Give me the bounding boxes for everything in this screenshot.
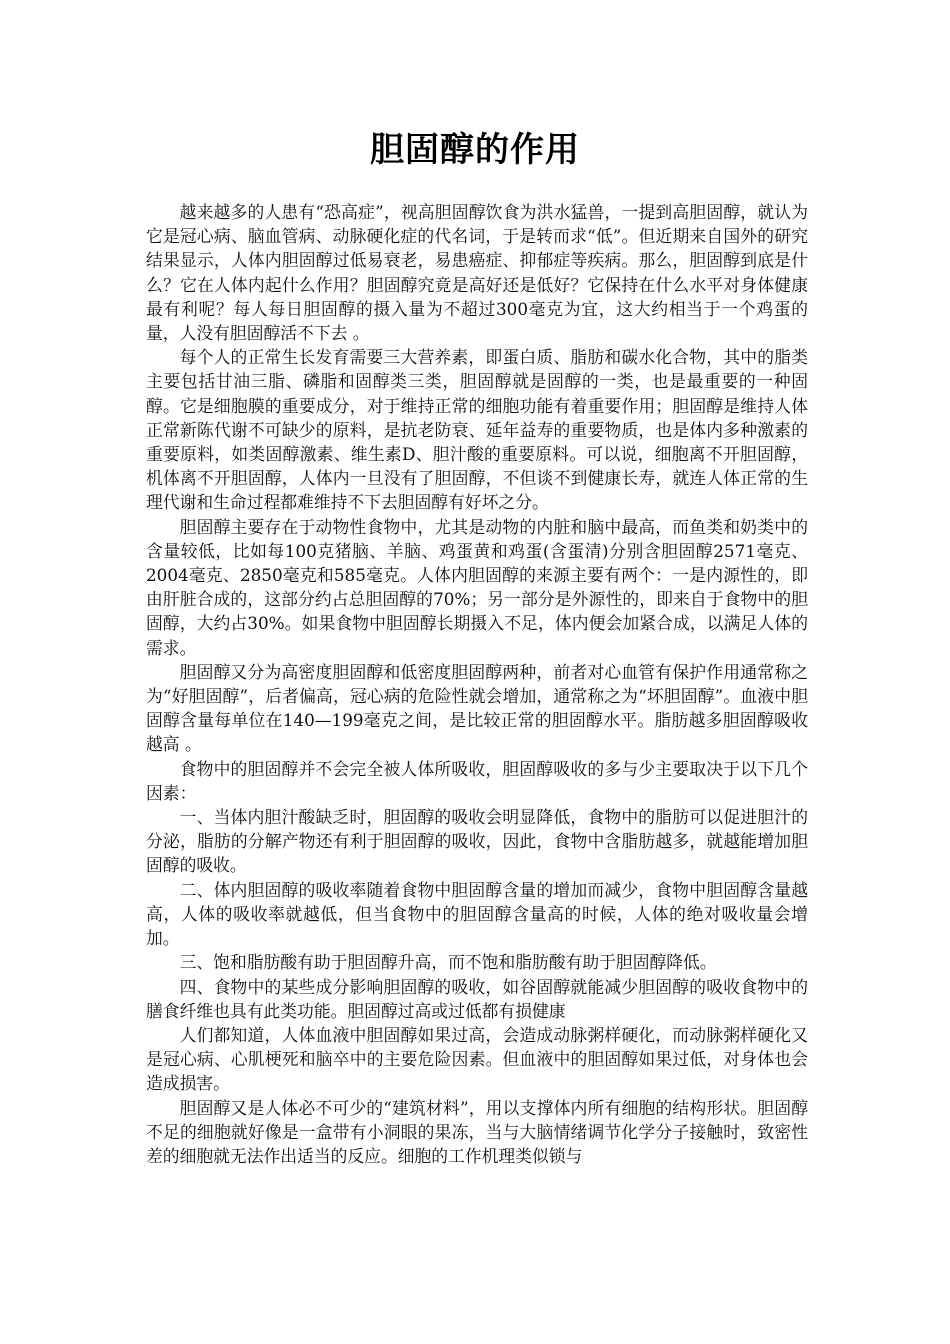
paragraph: 胆固醇又是人体必不可少的“建筑材料”，用以支撑体内所有细胞的结构形状。胆固醇不足的细胞就好像是一盒带有小洞眼的果冻，当与大脑情绪调节化学分子接触时，致密性差的细胞就无法作出适当的反应。细胞的工作机理类似锁与 xyxy=(146,1097,808,1166)
paragraph: 胆固醇又分为高密度胆固醇和低密度胆固醇两种，前者对心血管有保护作用通常称之为“好胆固醇”，后者偏高，冠心病的危险性就会增加，通常称之为“坏胆固醇”。血液中胆固醇含量每单位在140—199毫克之间，是比较正常的胆固醇水平。脂肪越多胆固醇吸收越高 。 xyxy=(146,661,808,755)
paragraph: 食物中的胆固醇并不会完全被人体所吸收，胆固醇吸收的多与少主要取决于以下几个因素： xyxy=(146,758,808,803)
paragraph: 一、当体内胆汁酸缺乏时，胆固醇的吸收会明显降低，食物中的脂肪可以促进胆汁的分泌，脂肪的分解产物还有利于胆固醇的吸收，因此，食物中含脂肪越多，就越能增加胆固醇的吸收。 xyxy=(146,807,808,876)
paragraph: 胆固醇主要存在于动物性食物中，尤其是动物的内脏和脑中最高，而鱼类和奶类中的含量较低，比如每100克猪脑、羊脑、鸡蛋黄和鸡蛋(含蛋清)分别含胆固醇2571毫克、2004毫克、2850毫克和585毫克。人体内胆固醇的来源主要有两个：一是内源性的，即由肝脏合成的，这部分约占总胆固醇的70%；另一部分是外源性的，即来自于食物中的胆固醇，大约占30%。如果食物中胆固醇长期摄入不足，体内便会加紧合成，以满足人体的需求。 xyxy=(146,516,808,658)
paragraph: 四、食物中的某些成分影响胆固醇的吸收，如谷固醇就能减少胆固醇的吸收食物中的膳食纤维也具有此类功能。胆固醇过高或过低都有损健康 xyxy=(146,976,808,1021)
paragraph: 二、体内胆固醇的吸收率随着食物中胆固醇含量的增加而减少，食物中胆固醇含量越高，人体的吸收率就越低，但当食物中的胆固醇含量高的时候，人体的绝对吸收量会增加。 xyxy=(146,879,808,949)
paragraph: 三、饱和脂肪酸有助于胆固醇升高，而不饱和脂肪酸有助于胆固醇降低。 xyxy=(179,952,717,973)
paragraph: 人们都知道，人体血液中胆固醇如果过高，会造成动脉粥样硬化，而动脉粥样硬化又是冠心病、心肌梗死和脑卒中的主要危险因素。但血液中的胆固醇如果过低，对身体也会造成损害。 xyxy=(146,1024,808,1094)
paragraph: 每个人的正常生长发育需要三大营养素，即蛋白质、脂肪和碳水化合物，其中的脂类主要包括甘油三脂、磷脂和固醇类三类，胆固醇就是固醇的一类，也是最重要的一种固醇。它是细胞膜的重要成分，对于维持正常的细胞功能有着重要作用；胆固醇是维持人体正常新陈代谢不可缺少的原料，是抗老防衰、延年益寿的重要物质，也是体内多种激素的重要原料，如类固醇激素、维生素D、胆汁酸的重要原料。可以说，细胞离不开胆固醇，机体离不开胆固醇，人体内一旦没有了胆固醇，不但谈不到健康长寿，就连人体正常的生理代谢和生命过程都难维持不下去胆固醇有好坏之分。 xyxy=(146,347,808,513)
document-body xyxy=(146,200,808,1168)
paragraph: 越来越多的人患有“恐高症”，视高胆固醇饮食为洪水猛兽，一提到高胆固醇，就认为它是冠心病、脑血管病、动脉硬化症的代名词，于是转而求“低”。但近期来自国外的研究结果显示，人体内胆固醇过低易衰老，易患癌症、抑郁症等疾病。那么，胆固醇到底是什么？它在人体内起什么作用？胆固醇究竟是高好还是低好？它保持在什么水平对身体健康最有利呢？每人每日胆固醇的摄入量为不超过300毫克为宜，这大约相当于一个鸡蛋的量，人没有胆固醇活不下去 。 xyxy=(146,202,808,344)
document-title: 胆固醇的作用 xyxy=(370,130,580,170)
